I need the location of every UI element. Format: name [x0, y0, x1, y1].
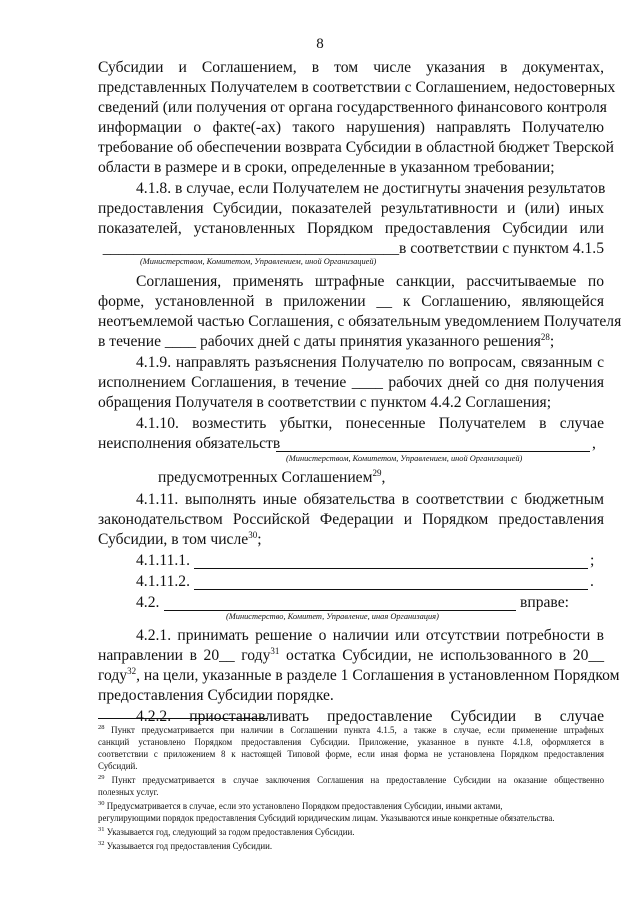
- text-line: ______________________________________в соответствии с пунктом 4.1.5: [102, 240, 604, 257]
- line-end: ,: [592, 435, 596, 452]
- clause-4-2-2: 4.2.2. приостанавливать предоставление Субсидии в случае: [136, 708, 604, 725]
- line-end: ;: [257, 531, 262, 548]
- footnote-mark-29: 29: [98, 774, 105, 781]
- text-line: требование об обеспечении возврата Субсидии в областной бюджет Тверской: [98, 139, 614, 156]
- footnote-32-line: Указывается год предоставления Субсидии.: [106, 841, 273, 851]
- clause-4-1-11-2: 4.1.11.2.: [136, 573, 190, 590]
- fill-in-line: [164, 610, 516, 611]
- footnote-28-line: Субсидий.: [98, 761, 138, 771]
- footnote-ref-32: 32: [127, 666, 137, 676]
- line-end: ,: [381, 469, 386, 486]
- text-line: неотъемлемой частью Соглашения, с обязательным уведомлением Получателя: [98, 313, 622, 330]
- text-line: предусмотренных Соглашением: [158, 469, 373, 486]
- clause-4-1-10: 4.1.10. возместить убытки, понесенные Получателем в случае: [136, 415, 604, 432]
- line-end: ;: [549, 333, 555, 350]
- footnote-28-line: соответствии с приложением 8 к настоящей Типовой форме, если иная форма не установлена Порядком предоставления: [98, 749, 604, 759]
- footnote-29-line: Пункт предусматривается в случае заключения Соглашения на предоставление Субсидии на оказание общественно: [111, 775, 605, 785]
- footnote-30-line: Предусматривается в случае, если это установлено Порядком предоставления Субсидии, иными актами,: [106, 801, 503, 811]
- clause-4-1-9: 4.1.9. направлять разъяснения Получателю по вопросам, связанным с: [136, 354, 604, 371]
- text-line: Соглашения, применять штрафные санкции, рассчитываемые по: [136, 273, 604, 290]
- clause-4-1-11: 4.1.11. выполнять иные обязательства в соответствии с бюджетным: [136, 491, 604, 508]
- text-line: законодательством Российской Федерации и Порядком предоставления: [98, 511, 604, 528]
- text-line: форме, установленной в приложении __ к Соглашению, являющейся: [98, 293, 604, 310]
- text-line: Субсидии и Соглашением, в том числе указания в документах,: [98, 59, 604, 76]
- text-line: представленных Получателем в соответствии с Соглашением, недостоверных: [98, 79, 616, 96]
- clause-4-1-11-1: 4.1.11.1.: [136, 552, 190, 569]
- footnote-mark-31: 31: [98, 826, 105, 833]
- text-line: Субсидии, в том числе: [98, 531, 249, 548]
- text-line: направлении в 20__ году: [98, 647, 271, 664]
- text-line: показателей, установленных Порядком предоставления Субсидии или: [98, 220, 604, 237]
- text-line: информации о факте(-ах) такого нарушения) направлять Получателю: [98, 119, 604, 136]
- footnote-ref-29: 29: [372, 468, 382, 478]
- text-line: обращения Получателя в соответствии с пунктом 4.4.2 Соглашения;: [98, 394, 552, 411]
- footnote-mark-28: 28: [98, 724, 105, 731]
- fill-in-line: [194, 568, 588, 569]
- footnote-mark-30: 30: [98, 800, 105, 807]
- footnote-ref-31: 31: [270, 646, 280, 656]
- footnote-mark-32: 32: [98, 840, 105, 847]
- line-end: ;: [590, 552, 595, 569]
- text-line: неисполнения обязательств: [98, 435, 281, 452]
- text-line: году: [98, 667, 128, 684]
- text-line: в течение ____ рабочих дней с даты принятия указанного решения: [98, 333, 541, 350]
- fill-in-line: [194, 589, 588, 590]
- caption-organization: (Министерство, Комитет, Управление, иная Организация): [226, 612, 439, 621]
- text-line: области в размере и в сроки, определенные в указанном требовании;: [98, 159, 555, 176]
- footnote-30-line: регулирующими порядок предоставления Субсидий юридическим лицам. Указываются иные конкретные обязательства.: [98, 813, 555, 823]
- footnote-28-line: санкций установлено Порядком предоставления Субсидии. Приложение, указанное в пункте 4.1.8, оформляется в: [98, 737, 604, 747]
- text-line: исполнением Соглашения, в течение ____ рабочих дней со дня получения: [98, 374, 604, 391]
- clause-4-2-1: 4.2.1. принимать решение о наличии или отсутствии потребности в: [136, 627, 604, 644]
- footnote-ref-28: 28: [540, 332, 550, 342]
- text-line: , на цели, указанные в разделе 1 Соглашения в установленном Порядком: [136, 667, 620, 684]
- fill-in-line: [276, 451, 590, 452]
- footnote-ref-30: 30: [248, 530, 258, 540]
- text-line: предоставления Субсидии порядке.: [98, 687, 334, 704]
- text-line: вправе:: [520, 594, 569, 611]
- footnote-29-line: полезных услуг.: [98, 787, 159, 797]
- line-end: .: [590, 573, 594, 590]
- footnote-28-line: Пункт предусматривается при наличии в Соглашении пункта 4.1.5, а также в случае, если применение штрафных: [111, 725, 604, 735]
- footnote-31-line: Указывается год, следующий за годом предоставления Субсидии.: [106, 827, 355, 837]
- text-line: сведений (или получения от органа государственного финансового контроля: [98, 99, 607, 116]
- clause-4-1-8: 4.1.8. в случае, если Получателем не достигнуты значения результатов: [136, 180, 606, 197]
- caption-organization: (Министерством, Комитетом, Управлением, иной Организацией): [286, 454, 523, 463]
- text-line: предоставления Субсидии, показателей результативности и (или) иных: [98, 200, 604, 217]
- caption-organization: (Министерством, Комитетом, Управлением, иной Организацией): [140, 257, 377, 266]
- clause-4-2: 4.2.: [136, 594, 160, 611]
- text-line: остатка Субсидии, не использованного в 20__: [285, 647, 604, 664]
- page-number: 8: [316, 36, 324, 52]
